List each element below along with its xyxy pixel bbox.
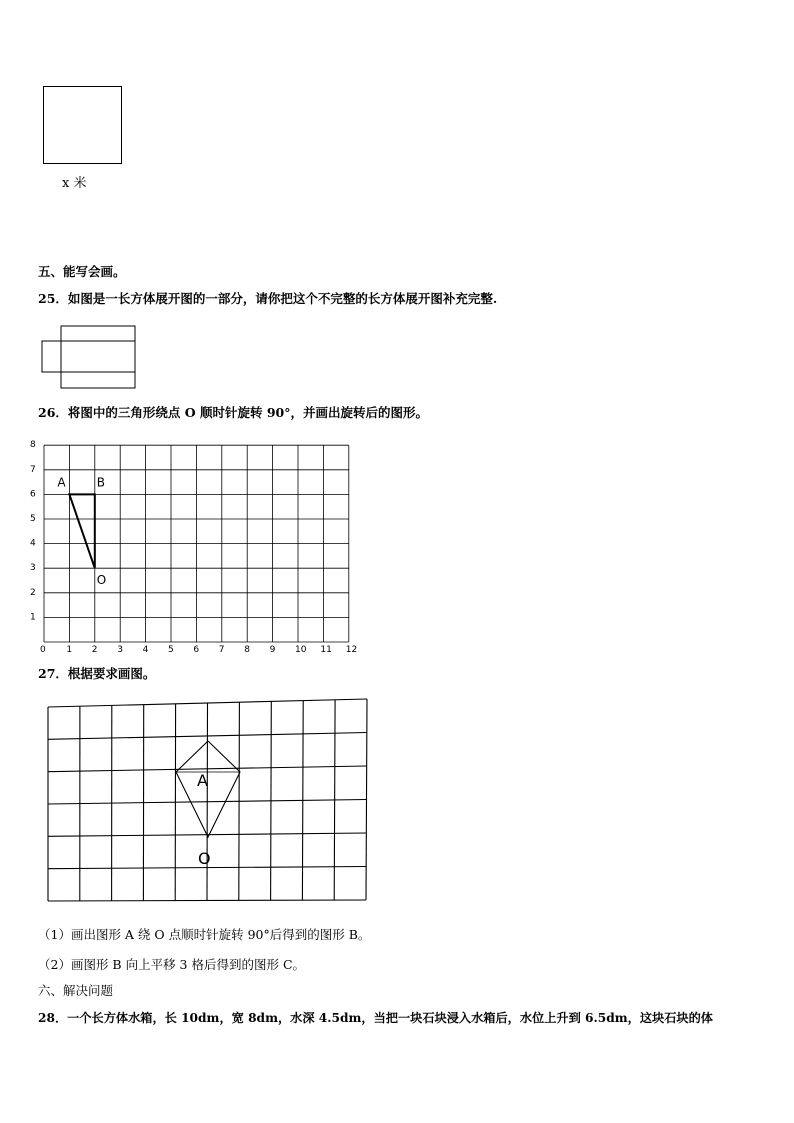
x-tick-label: 7 xyxy=(218,645,225,654)
net-face-side xyxy=(42,341,61,372)
y-tick-label: 6 xyxy=(30,489,36,500)
question-27: 27．根据要求画图。 xyxy=(38,666,156,681)
kite-grid-figure xyxy=(40,694,380,906)
kite-label-o: O xyxy=(198,849,211,868)
y-tick-label: 8 xyxy=(30,440,36,451)
section-5-heading: 五、能写会画。 xyxy=(38,264,126,279)
x-tick-label: 0 xyxy=(40,645,46,654)
triangle-abo xyxy=(69,494,94,568)
question-25: 25．如图是一长方体展开图的一部分，请你把这个不完整的长方体展开图补充完整. xyxy=(38,291,498,306)
x-tick-label: 5 xyxy=(168,645,174,654)
y-tick-label: 7 xyxy=(30,464,36,475)
square-caption: x 米 xyxy=(62,176,87,191)
question-28: 28．一个长方体水箱，长 10dm，宽 8dm，水深 4.5dm，当把一块石块浸入水箱后，水位上升到 6.5dm，这块石块的体 xyxy=(38,1011,713,1025)
question-27-part-1: （1）画出图形 A 绕 O 点顺时针旋转 90°后得到的图形 B。 xyxy=(38,927,371,942)
grid-line-horizontal xyxy=(48,900,366,901)
net-face-top xyxy=(61,326,135,341)
question-27-part-2: （2）画图形 B 向上平移 3 格后得到的图形 C。 xyxy=(38,957,306,972)
point-label-o: O xyxy=(96,573,107,588)
kite-shape-a xyxy=(176,741,240,837)
net-face-front xyxy=(61,341,135,372)
y-tick-label: 2 xyxy=(30,587,36,598)
x-tick-label: 3 xyxy=(117,645,123,654)
x-tick-label: 10 xyxy=(295,645,307,654)
y-tick-label: 1 xyxy=(30,612,36,623)
net-face-bottom xyxy=(61,372,135,388)
point-label-a: A xyxy=(57,475,66,490)
point-label-b: B xyxy=(96,475,106,490)
x-tick-label: 12 xyxy=(345,645,358,654)
section-6-heading: 六、解决问题 xyxy=(38,983,114,998)
question-26: 26．将图中的三角形绕点 O 顺时针旋转 90°，并画出旋转后的图形。 xyxy=(38,405,428,420)
x-tick-label: 11 xyxy=(320,645,332,654)
y-tick-label: 4 xyxy=(30,538,36,549)
kite-label-a: A xyxy=(197,771,208,790)
x-tick-label: 1 xyxy=(66,645,73,654)
x-tick-label: 8 xyxy=(244,645,250,654)
cuboid-net-figure xyxy=(38,322,140,392)
x-tick-label: 6 xyxy=(193,645,200,654)
x-tick-label: 4 xyxy=(142,645,149,654)
rotation-grid-figure xyxy=(30,434,360,654)
y-tick-label: 5 xyxy=(30,514,36,524)
square-figure xyxy=(43,86,122,164)
x-tick-label: 2 xyxy=(91,645,98,654)
y-tick-label: 3 xyxy=(30,563,36,574)
x-tick-label: 9 xyxy=(269,645,276,654)
